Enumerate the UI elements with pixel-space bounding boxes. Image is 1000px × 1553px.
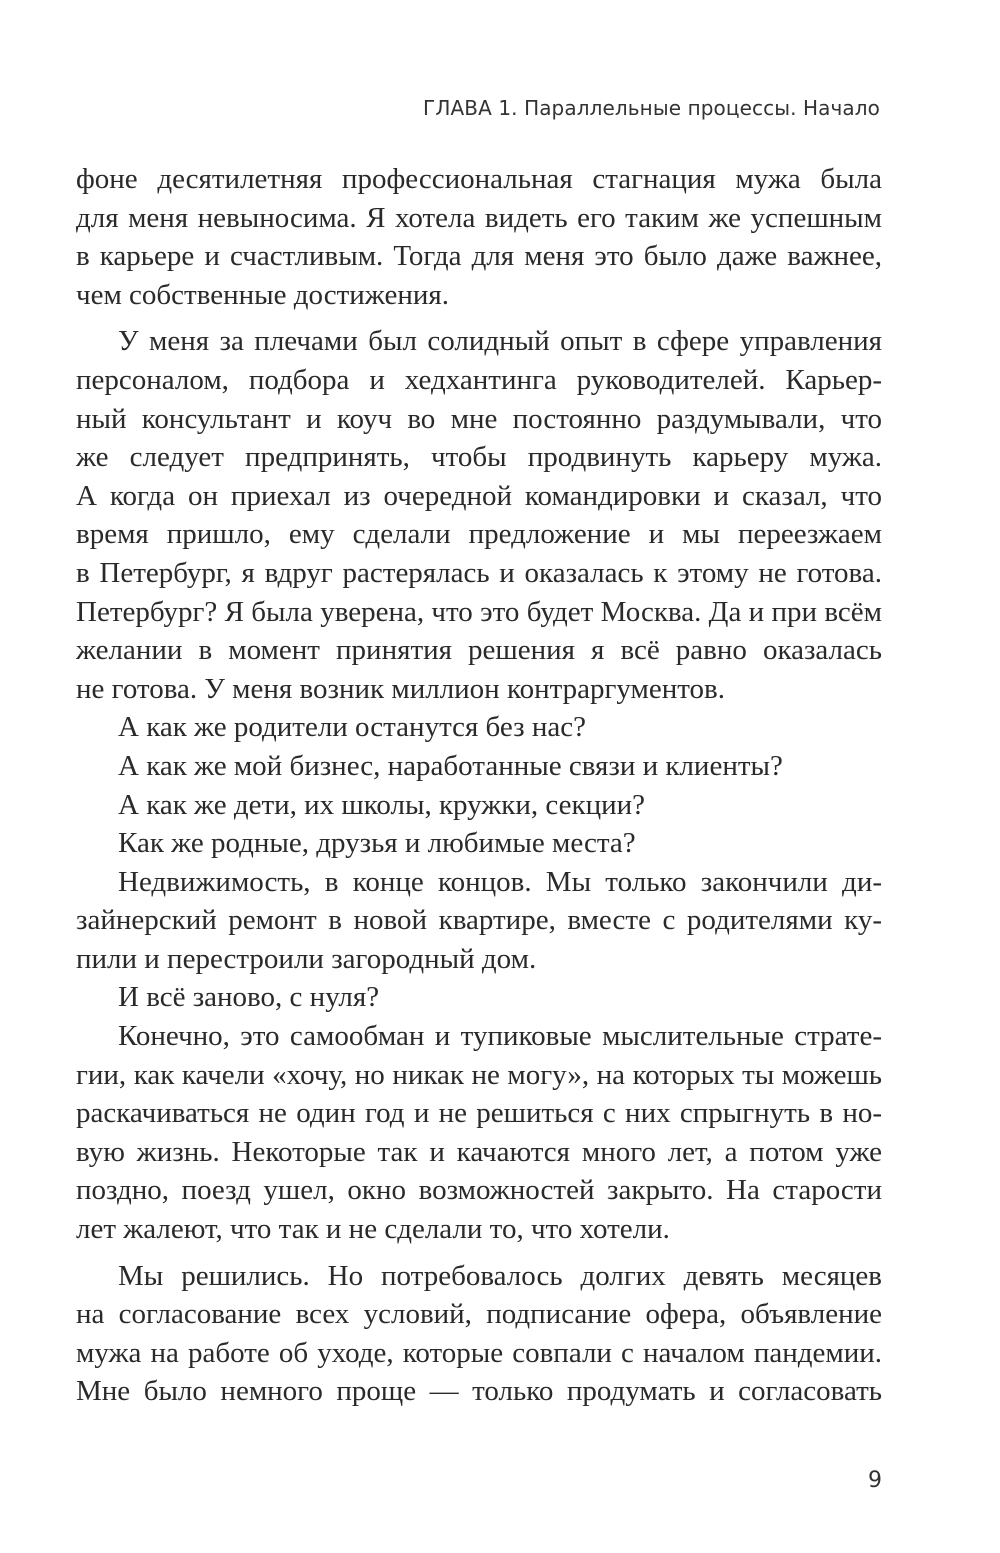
text-line: вую жизнь. Некоторые так и качаются много лет, а потом уже	[76, 1135, 882, 1168]
text-line: для меня невыносима. Я хотела видеть его таким же успешным	[76, 201, 882, 234]
text-line: А как же мой бизнес, наработанные связи и клиенты?	[118, 749, 783, 782]
paragraph	[76, 1257, 882, 1411]
paragraph	[76, 978, 882, 1017]
text-line: же следует предпринять, чтобы продвинуть карьеру мужа.	[76, 441, 882, 474]
text-line: Петербург? Я была уверена, что это будет Москва. Да и при всём	[76, 595, 882, 628]
text-line: поздно, поезд ушел, окно возможностей закрыто. На старости	[76, 1174, 882, 1207]
paragraph	[76, 708, 882, 747]
paragraph	[76, 160, 882, 314]
text-line: фоне десятилетняя профессиональная стагнация мужа была	[76, 163, 882, 195]
text-line: У меня за плечами был солидный опыт в сфере управления	[118, 325, 882, 358]
text-line: Как же родные, друзья и любимые места?	[118, 827, 636, 860]
paragraph	[76, 322, 882, 708]
text-line: раскачиваться не один год и не решиться с них спрыгнуть в но-	[76, 1097, 882, 1130]
paragraph	[76, 747, 882, 786]
text-line: зайнерский ремонт в новой квартире, вместе с родителями ку-	[76, 904, 882, 937]
text-line: А как же родители останутся без нас?	[118, 711, 586, 744]
text-line: в карьере и счастливым. Тогда для меня это было даже важнее,	[76, 240, 882, 273]
body-text	[76, 160, 882, 1411]
text-line: чем собственные достижения.	[76, 278, 449, 311]
text-line: гии, как качели «хочу, но никак не могу», на которых ты можешь	[76, 1058, 882, 1091]
paragraph	[76, 1017, 882, 1249]
text-line: И всё заново, с нуля?	[118, 981, 380, 1014]
text-line: А когда он приехал из очередной командировки и сказал, что	[76, 479, 882, 512]
text-line: время пришло, ему сделали предложение и мы переезжаем	[76, 518, 882, 551]
text-line: в Петербург, я вдруг растерялась и оказалась к этому не готова.	[76, 556, 882, 589]
text-line: не готова. У меня возник миллион контраргументов.	[76, 672, 725, 705]
text-line: ный консультант и коуч во мне постоянно раздумывали, что	[76, 402, 882, 435]
text-line: желании в момент принятия решения я всё равно оказалась	[76, 634, 882, 667]
text-line: мужа на работе об уходе, которые совпали с началом пандемии.	[76, 1336, 882, 1369]
text-line: пили и перестроили загородный дом.	[76, 942, 537, 975]
text-line: персоналом, подбора и хедхантинга руководителей. Карьер-	[76, 363, 882, 396]
text-line: на согласование всех условий, подписание офера, объявление	[76, 1298, 882, 1331]
text-line: Мы решились. Но потребовалось долгих девять месяцев	[118, 1259, 882, 1292]
running-header: ГЛАВА 1. Параллельные процессы. Начало	[423, 96, 880, 120]
page-number: 9	[868, 1468, 882, 1493]
text-line: лет жалеют, что так и не сделали то, что хотели.	[76, 1213, 670, 1246]
text-line: Мне было немного проще — только продумать и согласовать	[76, 1375, 882, 1408]
paragraph	[76, 824, 882, 863]
text-line: Недвижимость, в конце концов. Мы только закончили ди-	[118, 865, 882, 898]
paragraph	[76, 786, 882, 825]
text-line: Конечно, это самообман и тупиковые мыслительные страте-	[118, 1020, 882, 1053]
paragraph	[76, 863, 882, 979]
text-line: А как же дети, их школы, кружки, секции?	[118, 788, 646, 821]
